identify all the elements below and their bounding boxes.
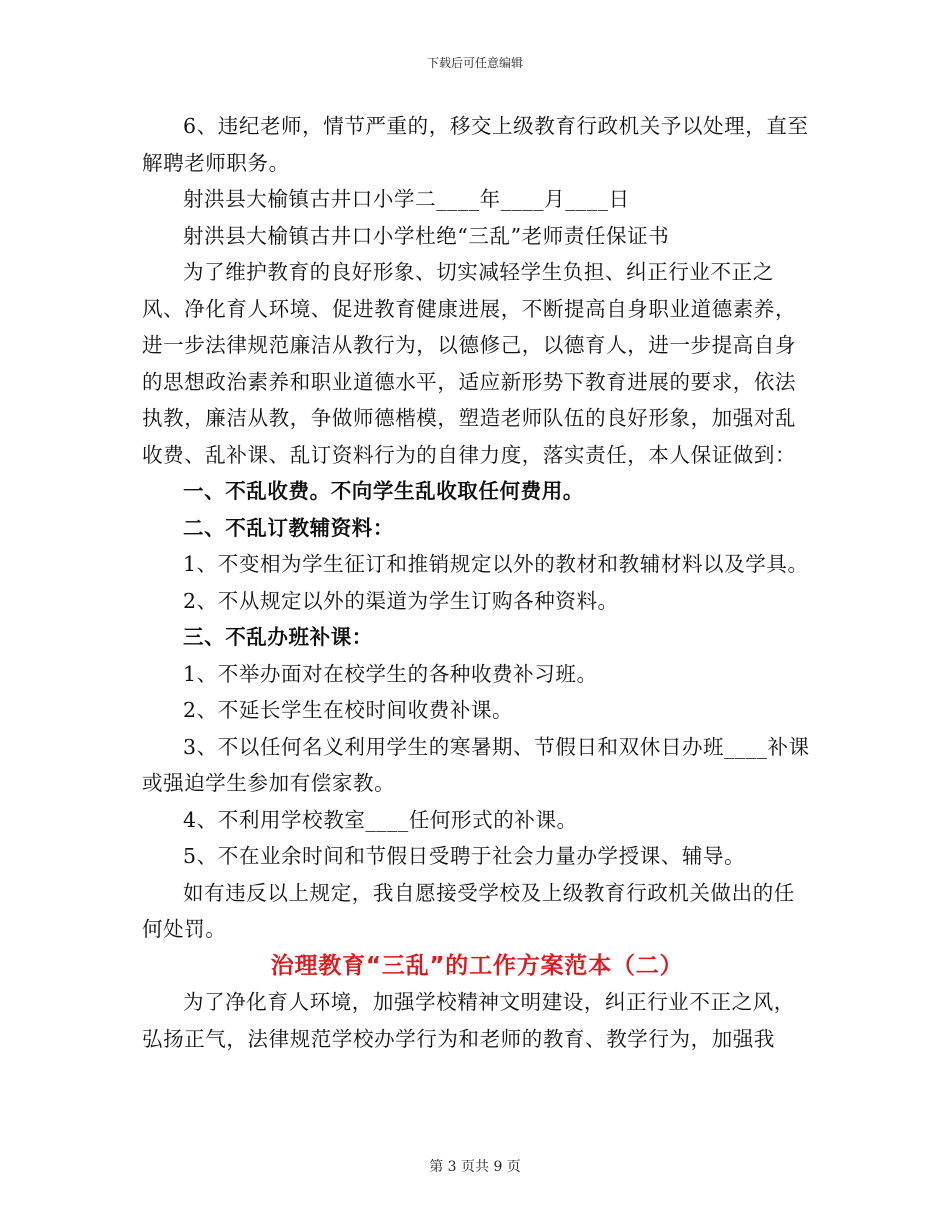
list-item: 1、不举办面对在校学生的各种收费补习班。	[183, 661, 598, 686]
page-footer: 第 3 页共 9 页	[429, 1159, 521, 1175]
page-header: 下载后可任意编辑	[426, 56, 523, 70]
section-paragraph: 为了净化育人环境，加强学校精神文明建设，纠正行业不正之风，弘扬正气，法律规范学校办学行为和老师的教育、教学行为，加强我	[142, 990, 795, 1051]
closing-paragraph: 如有违反以上规定，我自愿接受学校及上级教育行政机关做出的任何处罚。	[142, 880, 795, 941]
section-heading-3: 三、不乱办班补课：	[183, 625, 373, 649]
document-body	[142, 108, 812, 1057]
list-item: 2、不延长学生在校时间收费补课。	[183, 698, 514, 722]
list-item: 5、不在业余时间和节假日受聘于社会力量办学授课、辅导。	[183, 844, 746, 868]
list-item: 4、不利用学校教室____任何形式的补课。	[183, 807, 578, 832]
list-item: 2、不从规定以外的渠道为学生订购各种资料。	[183, 588, 619, 613]
date-line: 射洪县大榆镇古井口小学二____年____月____日	[183, 187, 630, 211]
section-heading-2: 二、不乱订教辅资料：	[183, 515, 394, 540]
list-item: 3、不以任何名义利用学生的寒暑期、节假日和双休日办班____补课或强迫学生参加有偿家教。	[142, 734, 810, 795]
section-heading-1: 一、不乱收费。不向学生乱收取任何费用。	[183, 479, 584, 503]
paragraph-item-6: 6、违纪老师，情节严重的，移交上级教育行政机关予以处理，直至解聘老师职务。	[142, 114, 809, 175]
document-heading: 射洪县大榆镇古井口小学杜绝“三乱”老师责任保证书	[183, 223, 670, 248]
intro-paragraph: 为了维护教育的良好形象、切实减轻学生负担、纠正行业不正之风、净化育人环境、促进教育健康进展，不断提高自身职业道德素养，进一步法律规范廉洁从教行为，以德修己，以德育人，进一步提高自身的思想政治素养和职业道德水平，适应新形势下教育进展的要求，依法执教，廉洁从教，争做师德楷模，塑造老师队伍的良好形象，加强对乱收费、乱补课、乱订资料行为的自律力度，落实责任，本人保证做到：	[142, 260, 797, 467]
list-item: 1、不变相为学生征订和推销规定以外的教材和教辅材料以及学具。	[183, 552, 809, 576]
section-title: 治理教育“三乱”的工作方案范本（二）	[270, 952, 684, 979]
